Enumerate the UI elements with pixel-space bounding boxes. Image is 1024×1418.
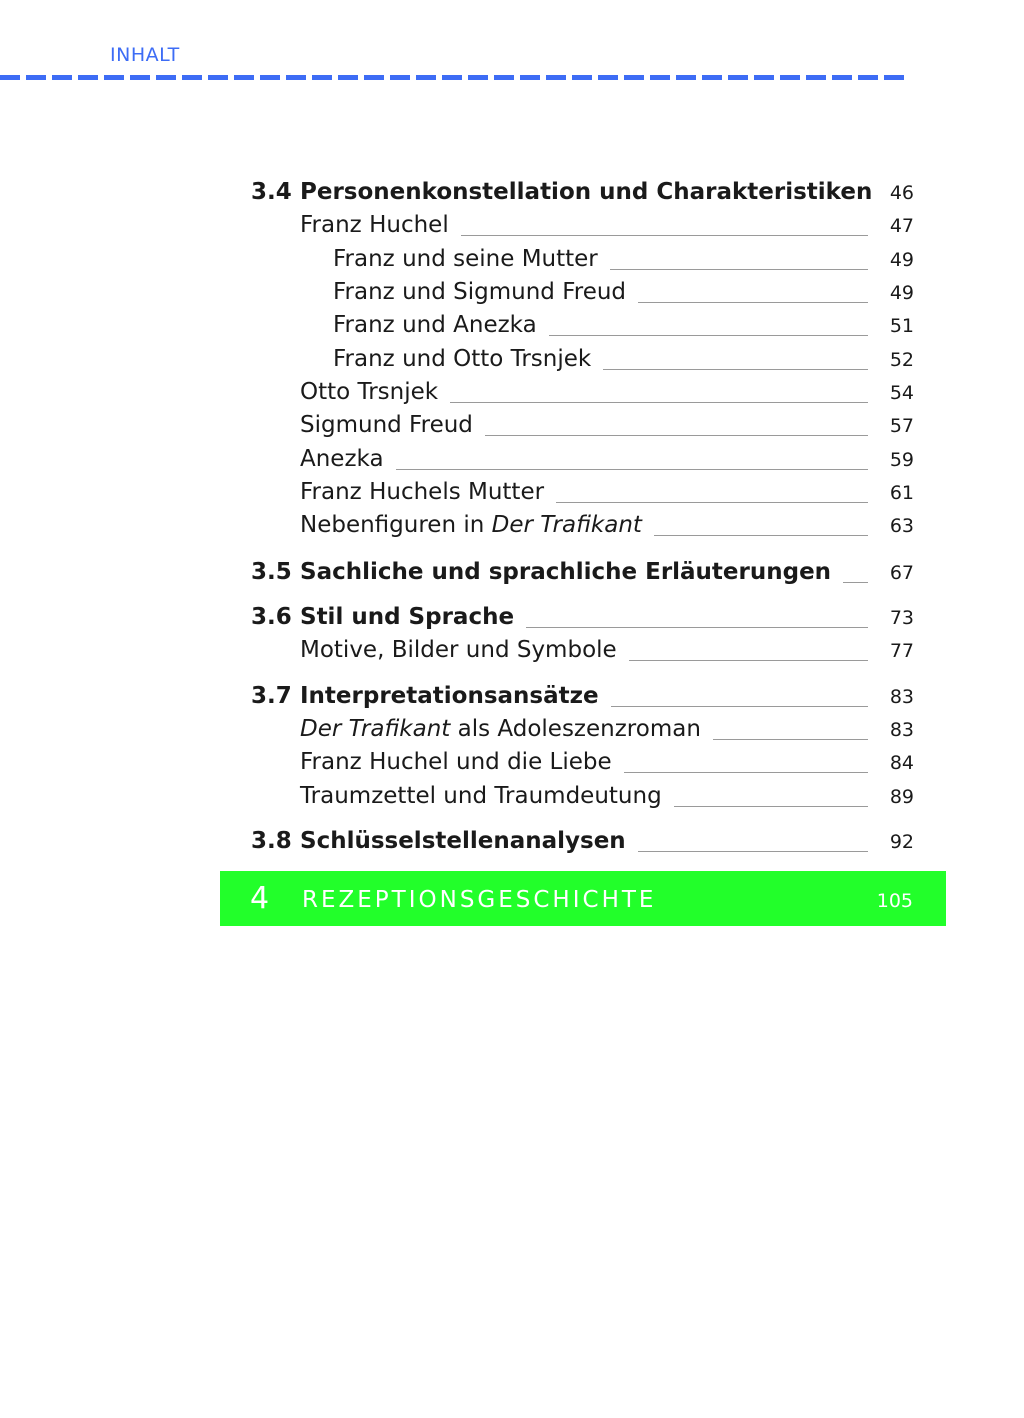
page-number: 47 xyxy=(889,215,914,237)
page-number: 92 xyxy=(889,831,914,853)
entry-title-prefix: Nebenfiguren in xyxy=(300,512,492,538)
toc-entry[interactable] xyxy=(0,633,1024,667)
dot-leader xyxy=(396,442,868,476)
section-title: Sachliche und sprachliche Erläuterungen xyxy=(300,559,832,585)
toc-section-3-8[interactable] xyxy=(0,824,1024,858)
toc-section-3-6[interactable] xyxy=(0,600,1024,634)
page-number: 77 xyxy=(889,640,914,662)
entry-title: Franz Huchel xyxy=(300,212,449,238)
toc-section-3-5[interactable] xyxy=(0,555,1024,589)
page-number: 83 xyxy=(889,686,914,708)
entry-title: Anezka xyxy=(300,446,384,472)
page-number: 49 xyxy=(889,249,914,271)
toc-entry[interactable] xyxy=(0,342,1024,376)
toc-entry[interactable] xyxy=(0,275,1024,309)
header-label: INHALT xyxy=(110,44,180,66)
page-number: 73 xyxy=(889,607,914,629)
entry-title-italic: Der Trafikant xyxy=(300,716,451,742)
dot-leader xyxy=(674,779,868,813)
dot-leader xyxy=(638,275,868,309)
dot-leader xyxy=(485,408,868,442)
chapter-bar[interactable] xyxy=(220,871,946,926)
dot-leader xyxy=(629,633,868,667)
entry-title: Sigmund Freud xyxy=(300,412,473,438)
page-number: 84 xyxy=(889,752,914,774)
section-title: Schlüsselstellenanalysen xyxy=(300,828,626,854)
toc-entry[interactable] xyxy=(0,308,1024,342)
page-number: 46 xyxy=(889,182,914,204)
toc-entry[interactable] xyxy=(0,442,1024,476)
page-number: 67 xyxy=(889,562,914,584)
dot-leader xyxy=(450,375,868,409)
section-number: 3.6 xyxy=(251,604,292,630)
toc-entry[interactable] xyxy=(0,242,1024,276)
page-number: 51 xyxy=(889,315,914,337)
dot-leader xyxy=(713,712,868,746)
entry-title: Franz und Anezka xyxy=(333,312,537,338)
toc-entry[interactable] xyxy=(0,375,1024,409)
page-number: 57 xyxy=(889,415,914,437)
section-number: 3.4 xyxy=(251,179,292,205)
dot-leader xyxy=(556,475,868,509)
page-number: 63 xyxy=(889,515,914,537)
entry-title: Franz und seine Mutter xyxy=(333,246,598,272)
entry-title-suffix: als Adoleszenzroman xyxy=(450,716,701,742)
entry-title: Franz und Otto Trsnjek xyxy=(333,346,592,372)
entry-title: Traumzettel und Traumdeutung xyxy=(300,783,662,809)
page-number: 54 xyxy=(889,382,914,404)
toc-entry[interactable] xyxy=(0,475,1024,509)
entry-title-italic: Der Trafikant xyxy=(491,512,642,538)
section-number: 3.5 xyxy=(251,559,292,585)
entry-title xyxy=(300,712,701,746)
section-number: 3.8 xyxy=(251,828,292,854)
page-number: 61 xyxy=(889,482,914,504)
toc-entry[interactable] xyxy=(0,508,1024,542)
toc-entry[interactable] xyxy=(0,712,1024,746)
page-number: 49 xyxy=(889,282,914,304)
chapter-number: 4 xyxy=(250,881,270,916)
page-number: 89 xyxy=(889,786,914,808)
dot-leader xyxy=(638,824,868,858)
dot-leader xyxy=(654,508,868,542)
header-dashed-rule xyxy=(0,75,906,80)
dot-leader xyxy=(549,308,868,342)
section-title: Interpretationsansätze xyxy=(300,683,599,709)
page-number: 83 xyxy=(889,719,914,741)
dot-leader xyxy=(526,600,868,634)
entry-title xyxy=(300,508,642,542)
toc-section-3-4[interactable] xyxy=(0,175,1024,209)
entry-title: Franz und Sigmund Freud xyxy=(333,279,627,305)
page-number: 52 xyxy=(889,349,914,371)
section-number: 3.7 xyxy=(251,683,292,709)
toc-entry[interactable] xyxy=(0,208,1024,242)
dot-leader xyxy=(603,342,868,376)
entry-title: Otto Trsnjek xyxy=(300,379,439,405)
dot-leader xyxy=(624,745,868,779)
entry-title: Franz Huchels Mutter xyxy=(300,479,545,505)
chapter-title: REZEPTIONSGESCHICHTE xyxy=(302,887,657,913)
entry-title: Franz Huchel und die Liebe xyxy=(300,749,612,775)
toc-entry[interactable] xyxy=(0,745,1024,779)
dot-leader xyxy=(610,242,868,276)
section-title: Stil und Sprache xyxy=(300,604,515,630)
page-number: 59 xyxy=(889,449,914,471)
entry-title: Motive, Bilder und Symbole xyxy=(300,637,617,663)
toc-section-3-7[interactable] xyxy=(0,679,1024,713)
toc-entry[interactable] xyxy=(0,408,1024,442)
dot-leader xyxy=(461,208,868,242)
section-title: Personenkonstellation und Charakteristiken xyxy=(300,179,873,205)
dot-leader xyxy=(843,555,868,589)
chapter-page-number: 105 xyxy=(876,890,913,912)
dot-leader xyxy=(611,679,868,713)
toc-entry[interactable] xyxy=(0,779,1024,813)
